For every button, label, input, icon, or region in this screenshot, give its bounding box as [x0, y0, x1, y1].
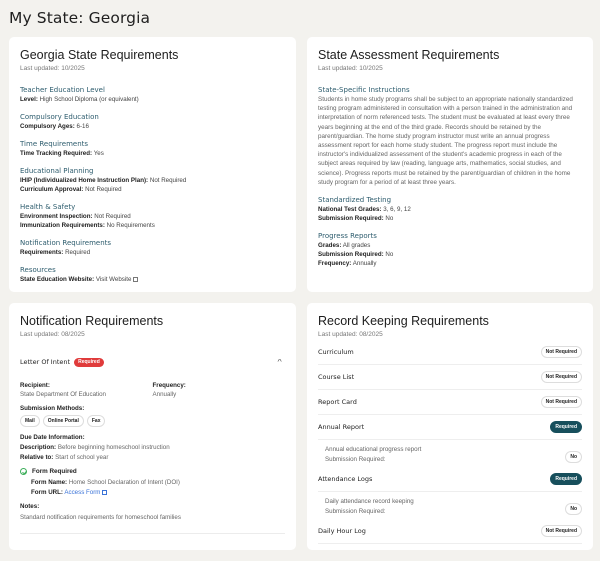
section-progress-reports [318, 232, 582, 268]
section-heading: Resources [20, 266, 56, 274]
info-row: IHIP (Individualized Home Instruction Plan): Not Required [20, 177, 187, 184]
section-time-requirements [20, 140, 285, 158]
notes-label: Notes: [20, 503, 40, 510]
record-detail: Daily attendance record keeping Submission Required: No [318, 492, 582, 519]
submission-badge: No [565, 503, 582, 515]
section-heading: Notification Requirements [20, 239, 112, 247]
info-row: Time Tracking Required: Yes [20, 150, 104, 157]
page-title: My State: Georgia [9, 9, 151, 27]
record-item-daily-hour-log[interactable]: Daily Hour Log Not Required [318, 519, 582, 544]
due-date-label: Due Date Information: [20, 434, 85, 441]
info-row: Requirements: Required [20, 249, 91, 256]
section-heading: State-Specific Instructions [318, 86, 410, 94]
method-chip: Mail [20, 415, 40, 427]
notification-card [9, 303, 296, 550]
letter-of-intent-accordion-header[interactable] [20, 356, 285, 368]
accordion-title: Letter Of Intent [20, 358, 71, 366]
info-row: Environment Inspection: Not Required [20, 213, 131, 220]
info-row: Submission Required: No [318, 251, 394, 259]
frequency-value: Annually [152, 391, 177, 398]
section-teacher-education [20, 86, 285, 104]
instructions-text: Students in home study programs shall be subject to an appropriate nationally standardized testing program administered in consultation with a person trained in the administration and interpretation of norm referenced tests. The student must be evaluated at least every three years beginning at the end of the third grade. Records should be retained by the parent/guardian. The home study program instructor must write an annual progress assessment report for each home study student. The progress report must include the instructor's individualized assessment of the student's academic progress in each of the subject areas required by law (reading, language arts, mathematics, social studies, and science). Progress reports must be retained by the parent/guardian of children in the home study program for a period of at least three years. [318, 96, 573, 186]
section-state-instructions [318, 86, 582, 187]
submission-badge: No [565, 451, 582, 463]
check-circle-icon [20, 468, 27, 475]
section-notification-requirements [20, 239, 285, 257]
section-health-safety [20, 203, 285, 230]
form-required: Form Required [20, 468, 285, 475]
section-heading: Time Requirements [20, 140, 89, 148]
info-row: Immunization Requirements: No Requirements [20, 222, 155, 229]
section-heading: Progress Reports [318, 232, 377, 241]
info-row: Level: High School Diploma (or equivalent) [20, 96, 139, 103]
status-badge: Not Required [541, 346, 582, 358]
divider [20, 533, 285, 534]
status-badge: Required [550, 421, 582, 433]
method-chip: Online Portal [43, 415, 84, 427]
method-chip: Fax [87, 415, 106, 427]
card-title: Notification Requirements [20, 314, 164, 328]
info-row: State Education Website: Visit Website [20, 275, 285, 284]
record-item-course-list[interactable]: Course List Not Required [318, 365, 582, 390]
last-updated: Last updated: 08/2025 [20, 331, 85, 338]
info-row: Frequency: Annually [318, 260, 377, 268]
submission-methods-label: Submission Methods: [20, 405, 85, 412]
visit-website-link[interactable]: Visit Website [96, 276, 139, 283]
info-row: Compulsory Ages: 6-16 [20, 123, 89, 130]
info-row: Form Name: Home School Declaration of Intent (DOI) [31, 479, 180, 486]
state-requirements-card [9, 37, 296, 292]
info-row: Grades: All grades [318, 242, 371, 250]
info-row: Relative to: Start of school year [20, 454, 109, 461]
section-heading: Health & Safety [20, 203, 76, 211]
section-standardized-testing [318, 196, 582, 223]
access-form-link[interactable]: Access Form [64, 489, 107, 496]
card-title: Record Keeping Requirements [318, 314, 489, 328]
external-link-icon [133, 277, 138, 282]
external-link-icon [102, 490, 107, 495]
record-item-curriculum[interactable]: Curriculum Not Required [318, 340, 582, 365]
record-item-attendance-logs[interactable]: Attendance Logs Required [318, 467, 582, 492]
frequency-label: Frequency: [152, 382, 186, 389]
info-row: Description: Before beginning homeschool instruction [20, 444, 170, 451]
required-badge: Required [74, 358, 104, 367]
status-badge: Not Required [541, 371, 582, 383]
info-row: Submission Required: No [318, 215, 394, 223]
info-row: Curriculum Approval: Not Required [20, 186, 122, 193]
status-badge: Required [550, 473, 582, 485]
notes-value: Standard notification requirements for homeschool families [20, 514, 181, 521]
submission-methods [20, 415, 285, 427]
last-updated: Last updated: 10/2025 [318, 65, 383, 72]
last-updated: Last updated: 08/2025 [318, 331, 383, 338]
section-heading: Compulsory Education [20, 113, 99, 121]
section-heading: Teacher Education Level [20, 86, 105, 94]
last-updated: Last updated: 10/2025 [20, 65, 85, 72]
status-badge: Not Required [541, 525, 582, 537]
section-compulsory-education [20, 113, 285, 131]
section-resources [20, 266, 285, 284]
record-keeping-card [307, 303, 593, 550]
info-row: Form URL: Access Form [31, 488, 285, 497]
section-heading: Standardized Testing [318, 196, 392, 205]
section-educational-planning [20, 167, 285, 194]
record-detail: Annual educational progress report Submission Required: No [318, 440, 582, 467]
card-title: State Assessment Requirements [318, 48, 500, 62]
record-item-annual-report[interactable]: Annual Report Required [318, 415, 582, 440]
status-badge: Not Required [541, 396, 582, 408]
card-title: Georgia State Requirements [20, 48, 179, 62]
recipient-frequency-grid [20, 381, 285, 399]
assessment-card [307, 37, 593, 292]
section-heading: Educational Planning [20, 167, 94, 175]
info-row: National Test Grades: 3, 6, 9, 12 [318, 206, 411, 214]
chevron-up-icon[interactable]: ^ [277, 358, 282, 366]
recipient-label: Recipient: [20, 382, 50, 389]
recipient-value: State Department Of Education [20, 391, 106, 398]
record-item-report-card[interactable]: Report Card Not Required [318, 390, 582, 415]
